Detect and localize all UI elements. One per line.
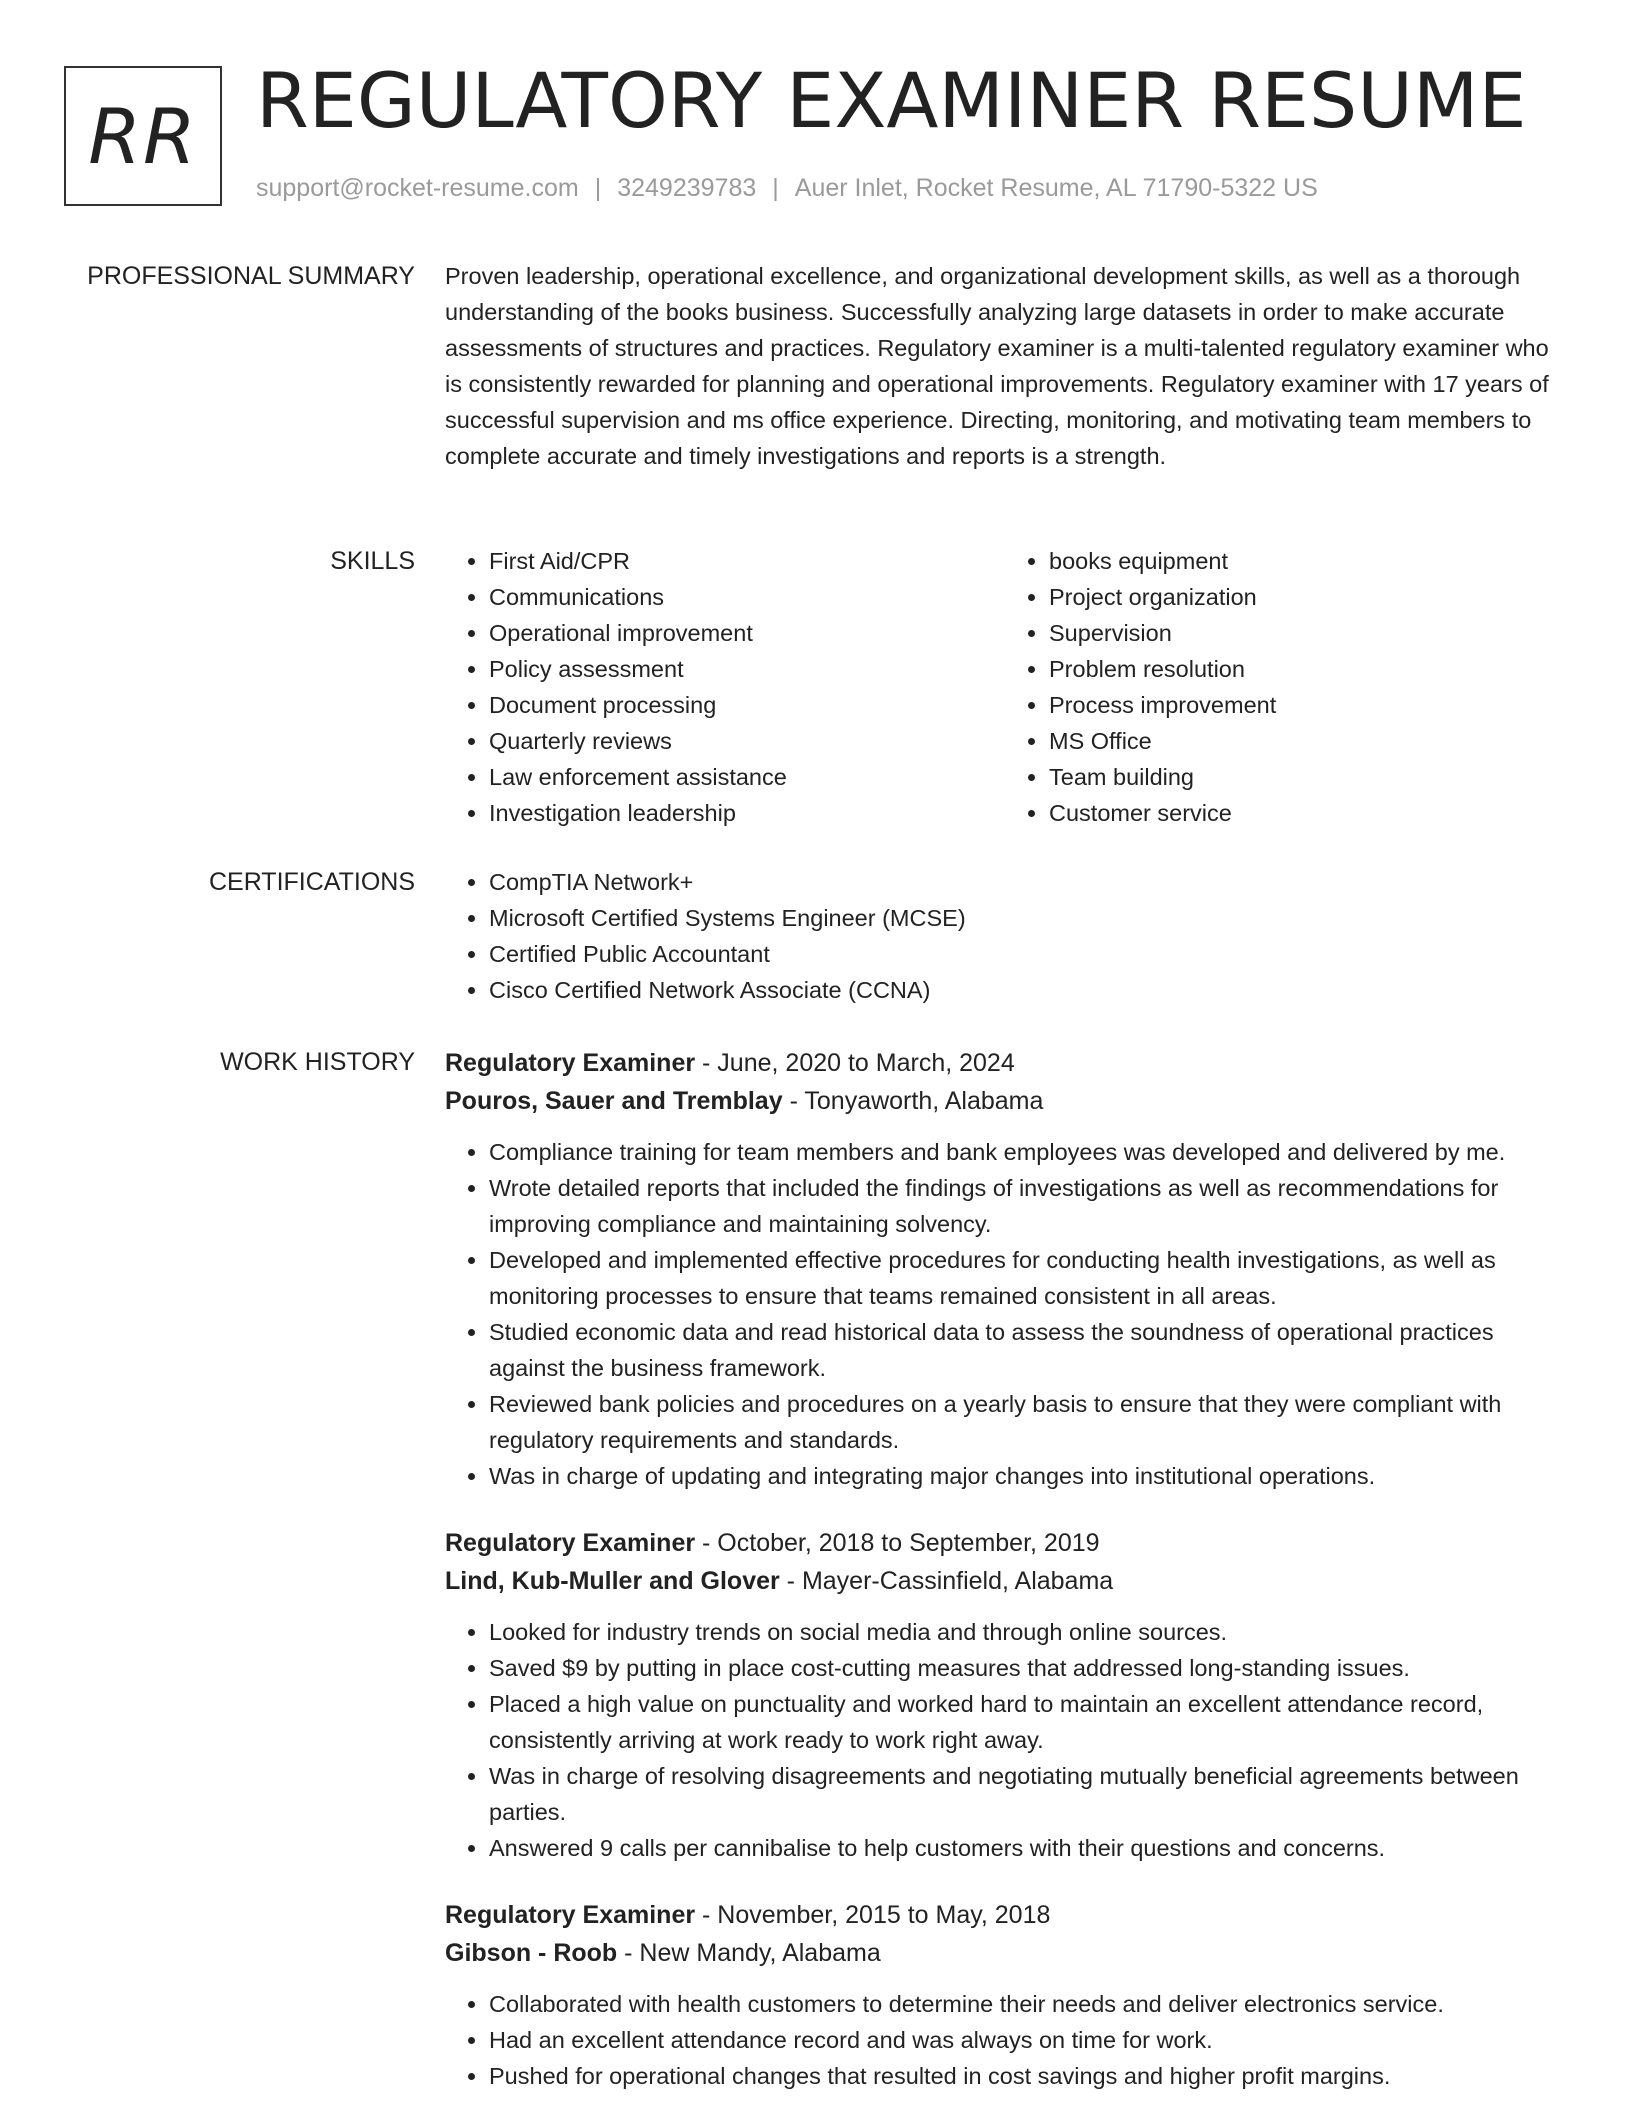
job-entry: [445, 1896, 1565, 2094]
job-entry: [445, 1524, 1565, 1866]
job-bullet: • Studied economic data and read historical data to assess the soundness of operational practices against the business framework.: [489, 1314, 1565, 1386]
skill-item: • Team building: [1049, 759, 1565, 795]
job-title: Regulatory Examiner: [445, 1049, 696, 1077]
certifications-heading: CERTIFICATIONS: [208, 868, 415, 896]
skill-item: • Document processing: [489, 687, 1005, 723]
skill-item: • Investigation leadership: [489, 795, 1005, 831]
job-bullet: • Saved $9 by putting in place cost-cutting measures that addressed long-standing issues.: [489, 1650, 1565, 1686]
job-dates: - June, 2020 to March, 2024: [695, 1049, 1015, 1077]
skills-body: [445, 543, 1565, 831]
contact-address: Auer Inlet, Rocket Resume, AL 71790-5322 US: [794, 174, 1318, 202]
job-company: Pouros, Sauer and Tremblay: [445, 1087, 783, 1115]
skills-list-left: [445, 543, 1005, 831]
job-bullet: • Had an excellent attendance record and was always on time for work.: [489, 2022, 1565, 2058]
certification-item: • Cisco Certified Network Associate (CCNA): [489, 972, 1565, 1008]
job-bullet: • Was in charge of resolving disagreements and negotiating mutually beneficial agreements between parties.: [489, 1758, 1565, 1830]
skill-item: • Policy assessment: [489, 651, 1005, 687]
certifications-body: [445, 864, 1565, 1008]
skill-item: • First Aid/CPR: [489, 543, 1005, 579]
resume-title: REGULATORY EXAMINER RESUME: [256, 56, 1527, 145]
job-bullet: • Compliance training for team members and bank employees was developed and delivered by me.: [489, 1134, 1565, 1170]
work-history-heading: WORK HISTORY: [220, 1048, 415, 1076]
skill-item: • books equipment: [1049, 543, 1565, 579]
work-history-body: [445, 1044, 1565, 2094]
skill-item: • Quarterly reviews: [489, 723, 1005, 759]
job-title-line: [445, 1896, 1565, 1934]
job-company: Lind, Kub-Muller and Glover: [445, 1567, 780, 1595]
job-bullet: • Placed a high value on punctuality and worked hard to maintain an excellent attendance record, consistently arriving at work ready to work right away.: [489, 1686, 1565, 1758]
contact-phone: 3249239783: [617, 174, 757, 202]
contact-separator: |: [772, 174, 779, 202]
certification-item: • Microsoft Certified Systems Engineer (MCSE): [489, 900, 1565, 936]
job-company-line: [445, 1082, 1565, 1120]
summary-heading: PROFESSIONAL SUMMARY: [87, 262, 415, 290]
certifications-list: [445, 864, 1565, 1008]
contact-line: [256, 174, 1318, 203]
skill-item: • Process improvement: [1049, 687, 1565, 723]
job-entry: [445, 1044, 1565, 1494]
skill-item: • Project organization: [1049, 579, 1565, 615]
job-bullet-list: [445, 1134, 1565, 1494]
job-bullet: • Answered 9 calls per cannibalise to help customers with their questions and concerns.: [489, 1830, 1565, 1866]
skill-item: • Law enforcement assistance: [489, 759, 1005, 795]
job-location: - New Mandy, Alabama: [617, 1939, 881, 1967]
job-bullet: • Developed and implemented effective procedures for conducting health investigations, as well as monitoring processes to ensure that teams remained consistent in all areas.: [489, 1242, 1565, 1314]
job-title-line: [445, 1044, 1565, 1082]
job-company-line: [445, 1934, 1565, 1972]
contact-email: support@rocket-resume.com: [256, 174, 579, 202]
job-bullet: • Collaborated with health customers to determine their needs and deliver electronics service.: [489, 1986, 1565, 2022]
contact-separator: |: [594, 174, 602, 202]
certification-item: • CompTIA Network+: [489, 864, 1565, 900]
skill-item: • Problem resolution: [1049, 651, 1565, 687]
job-title-line: [445, 1524, 1565, 1562]
skill-item: • Customer service: [1049, 795, 1565, 831]
monogram-logo: RR: [64, 66, 222, 206]
job-title: Regulatory Examiner: [445, 1529, 696, 1557]
job-company: Gibson - Roob: [445, 1939, 618, 1967]
summary-text: Proven leadership, operational excellence, and organizational development skills, as well as a thorough understanding of the books business. Successfully analyzing large datasets in order to make accurate assessments of structures and practices. Regulatory examiner is a multi-talented regulatory examiner who is consistently rewarded for planning and operational improvements. Regulatory examiner with 17 years of successful supervision and ms office experience. Directing, monitoring, and motivating team members to complete accurate and timely investigations and reports is a strength.: [445, 263, 1549, 469]
job-company-line: [445, 1562, 1565, 1600]
skills-heading: SKILLS: [330, 547, 415, 575]
job-bullet: • Reviewed bank policies and procedures on a yearly basis to ensure that they were compliant with regulatory requirements and standards.: [489, 1386, 1565, 1458]
job-title: Regulatory Examiner: [445, 1901, 696, 1929]
job-bullet-list: [445, 1614, 1565, 1866]
job-bullet-list: [445, 1986, 1565, 2094]
job-bullet: • Pushed for operational changes that resulted in cost savings and higher profit margins.: [489, 2058, 1565, 2094]
skills-columns: [445, 543, 1565, 831]
skill-item: • Supervision: [1049, 615, 1565, 651]
skill-item: • Operational improvement: [489, 615, 1005, 651]
job-location: - Mayer-Cassinfield, Alabama: [779, 1567, 1114, 1595]
skill-item: • Communications: [489, 579, 1005, 615]
certification-item: • Certified Public Accountant: [489, 936, 1565, 972]
skills-list-right: [1005, 543, 1565, 831]
job-dates: - November, 2015 to May, 2018: [695, 1901, 1051, 1929]
skill-item: • MS Office: [1049, 723, 1565, 759]
job-bullet: • Wrote detailed reports that included the findings of investigations as well as recommendations for improving compliance and maintaining solvency.: [489, 1170, 1565, 1242]
job-bullet: • Was in charge of updating and integrating major changes into institutional operations.: [489, 1458, 1565, 1494]
job-bullet: • Looked for industry trends on social media and through online sources.: [489, 1614, 1565, 1650]
job-dates: - October, 2018 to September, 2019: [695, 1529, 1100, 1557]
job-location: - Tonyaworth, Alabama: [782, 1087, 1044, 1115]
